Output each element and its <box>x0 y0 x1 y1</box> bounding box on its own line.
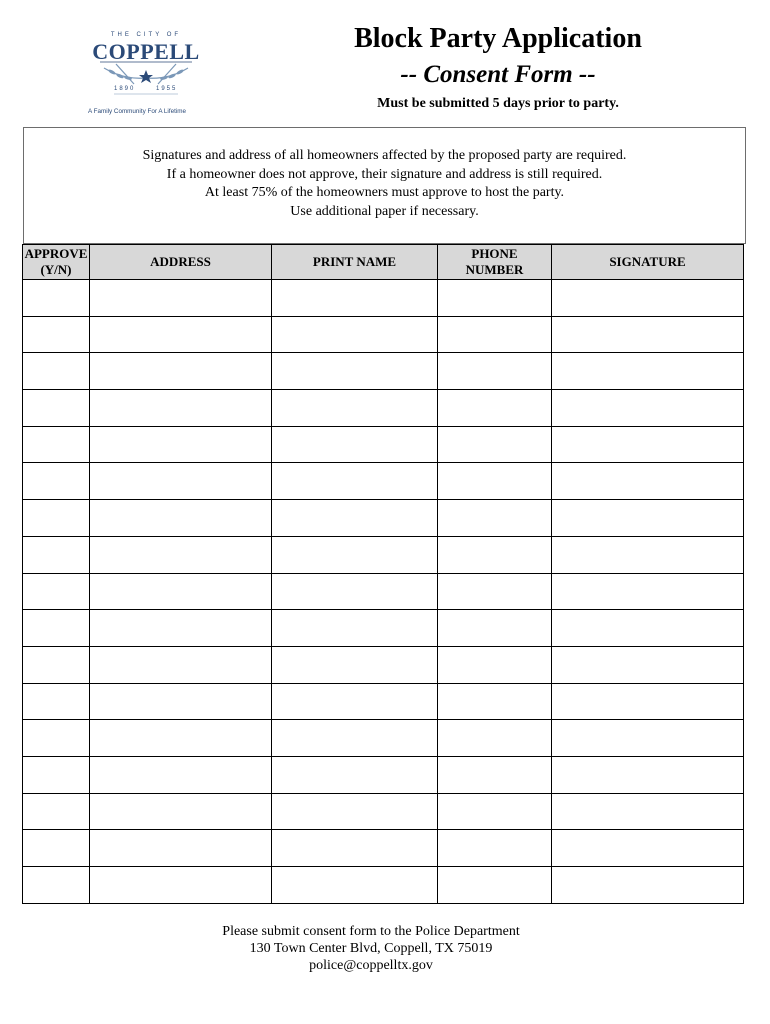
signature-cell[interactable] <box>552 500 744 537</box>
phone-cell[interactable] <box>438 793 552 830</box>
signature-cell[interactable] <box>552 610 744 647</box>
signature-cell[interactable] <box>552 463 744 500</box>
address-cell[interactable] <box>90 756 272 793</box>
approve-cell[interactable] <box>23 316 90 353</box>
approve-cell[interactable] <box>23 280 90 317</box>
approve-cell[interactable] <box>23 830 90 867</box>
table-row <box>23 756 744 793</box>
address-cell[interactable] <box>90 536 272 573</box>
address-cell[interactable] <box>90 463 272 500</box>
approve-cell[interactable] <box>23 683 90 720</box>
phone-cell[interactable] <box>438 830 552 867</box>
deadline-note: Must be submitted 5 days prior to party. <box>377 96 619 111</box>
signature-cell[interactable] <box>552 390 744 427</box>
address-cell[interactable] <box>90 316 272 353</box>
address-cell[interactable] <box>90 793 272 830</box>
table-row <box>23 536 744 573</box>
signature-cell[interactable] <box>552 573 744 610</box>
approve-cell[interactable] <box>23 463 90 500</box>
phone-cell[interactable] <box>438 867 552 904</box>
table-row <box>23 830 744 867</box>
approve-cell[interactable] <box>23 390 90 427</box>
approve-cell[interactable] <box>23 426 90 463</box>
signature-cell[interactable] <box>552 536 744 573</box>
phone-cell[interactable] <box>438 573 552 610</box>
print-name-cell[interactable] <box>272 426 438 463</box>
signature-cell[interactable] <box>552 353 744 390</box>
table-row <box>23 683 744 720</box>
table-row <box>23 463 744 500</box>
address-cell[interactable] <box>90 867 272 904</box>
approve-cell[interactable] <box>23 793 90 830</box>
print-name-cell[interactable] <box>272 793 438 830</box>
table-row <box>23 426 744 463</box>
logo-city-name: COPPELL <box>92 39 200 64</box>
print-name-cell[interactable] <box>272 610 438 647</box>
print-name-cell[interactable] <box>272 280 438 317</box>
signature-cell[interactable] <box>552 683 744 720</box>
address-cell[interactable] <box>90 390 272 427</box>
instruction-line: Signatures and address of all homeowners affected by the proposed party are required. <box>142 148 627 163</box>
approve-cell[interactable] <box>23 646 90 683</box>
phone-cell[interactable] <box>438 756 552 793</box>
phone-cell[interactable] <box>438 683 552 720</box>
print-name-cell[interactable] <box>272 500 438 537</box>
print-name-cell[interactable] <box>272 830 438 867</box>
table-row <box>23 793 744 830</box>
signature-cell[interactable] <box>552 720 744 757</box>
signature-cell[interactable] <box>552 793 744 830</box>
print-name-cell[interactable] <box>272 573 438 610</box>
signature-cell[interactable] <box>552 646 744 683</box>
approve-cell[interactable] <box>23 756 90 793</box>
approve-cell[interactable] <box>23 500 90 537</box>
table-row <box>23 280 744 317</box>
table-row <box>23 390 744 427</box>
approve-cell[interactable] <box>23 573 90 610</box>
instructions-box <box>23 127 746 244</box>
address-cell[interactable] <box>90 610 272 647</box>
logo-tagline: A Family Community For A Lifetime <box>88 108 186 115</box>
table-header-row <box>23 245 744 280</box>
phone-cell[interactable] <box>438 463 552 500</box>
table-row <box>23 353 744 390</box>
table-row <box>23 610 744 647</box>
table-row <box>23 500 744 537</box>
phone-cell[interactable] <box>438 720 552 757</box>
address-cell[interactable] <box>90 720 272 757</box>
print-name-cell[interactable] <box>272 646 438 683</box>
address-cell[interactable] <box>90 280 272 317</box>
logo-year-left: 1890 <box>114 86 136 92</box>
phone-cell[interactable] <box>438 316 552 353</box>
phone-cell[interactable] <box>438 280 552 317</box>
logo-city-label: THE CITY OF <box>110 32 182 38</box>
signature-cell[interactable] <box>552 867 744 904</box>
address-cell[interactable] <box>90 353 272 390</box>
print-name-cell[interactable] <box>272 756 438 793</box>
phone-cell[interactable] <box>438 353 552 390</box>
approve-cell[interactable] <box>23 353 90 390</box>
footer-email: police@coppelltx.gov <box>309 958 433 973</box>
consent-table <box>22 244 744 904</box>
print-name-cell[interactable] <box>272 390 438 427</box>
table-row <box>23 316 744 353</box>
coppell-logo <box>88 32 204 120</box>
approve-cell[interactable] <box>23 867 90 904</box>
approve-cell[interactable] <box>23 536 90 573</box>
print-name-cell[interactable] <box>272 536 438 573</box>
print-name-cell[interactable] <box>272 683 438 720</box>
signature-cell[interactable] <box>552 830 744 867</box>
address-cell[interactable] <box>90 500 272 537</box>
approve-cell[interactable] <box>23 610 90 647</box>
phone-cell[interactable] <box>438 610 552 647</box>
column-header-approve: APPROVE (Y/N) <box>23 245 90 280</box>
instruction-line: At least 75% of the homeowners must approve to host the party. <box>204 185 565 200</box>
address-cell[interactable] <box>90 646 272 683</box>
phone-cell[interactable] <box>438 390 552 427</box>
address-cell[interactable] <box>90 426 272 463</box>
footer-address: 130 Town Center Blvd, Coppell, TX 75019 <box>249 941 493 956</box>
address-cell[interactable] <box>90 683 272 720</box>
column-header-signature: SIGNATURE <box>552 245 744 280</box>
column-header-phone: PHONE NUMBER <box>438 245 552 280</box>
footer-line: Please submit consent form to the Police Department <box>222 924 520 939</box>
phone-cell[interactable] <box>438 536 552 573</box>
print-name-cell[interactable] <box>272 867 438 904</box>
print-name-cell[interactable] <box>272 316 438 353</box>
table-row <box>23 646 744 683</box>
column-header-print-name: PRINT NAME <box>272 245 438 280</box>
phone-cell[interactable] <box>438 426 552 463</box>
print-name-cell[interactable] <box>272 463 438 500</box>
page-subtitle: -- Consent Form -- <box>400 61 596 88</box>
page-title: Block Party Application <box>354 23 642 54</box>
phone-cell[interactable] <box>438 500 552 537</box>
address-cell[interactable] <box>90 573 272 610</box>
logo-year-right: 1955 <box>156 86 178 92</box>
laurel-emblem-icon <box>94 60 198 106</box>
column-header-address: ADDRESS <box>90 245 272 280</box>
table-row <box>23 720 744 757</box>
signature-cell[interactable] <box>552 280 744 317</box>
table-row <box>23 867 744 904</box>
signature-cell[interactable] <box>552 756 744 793</box>
footer <box>0 923 742 974</box>
instruction-line: Use additional paper if necessary. <box>290 203 479 219</box>
phone-cell[interactable] <box>438 646 552 683</box>
signature-cell[interactable] <box>552 426 744 463</box>
print-name-cell[interactable] <box>272 720 438 757</box>
print-name-cell[interactable] <box>272 353 438 390</box>
instruction-line: If a homeowner does not approve, their signature and address is still required. <box>166 166 603 182</box>
table-row <box>23 573 744 610</box>
address-cell[interactable] <box>90 830 272 867</box>
signature-cell[interactable] <box>552 316 744 353</box>
approve-cell[interactable] <box>23 720 90 757</box>
